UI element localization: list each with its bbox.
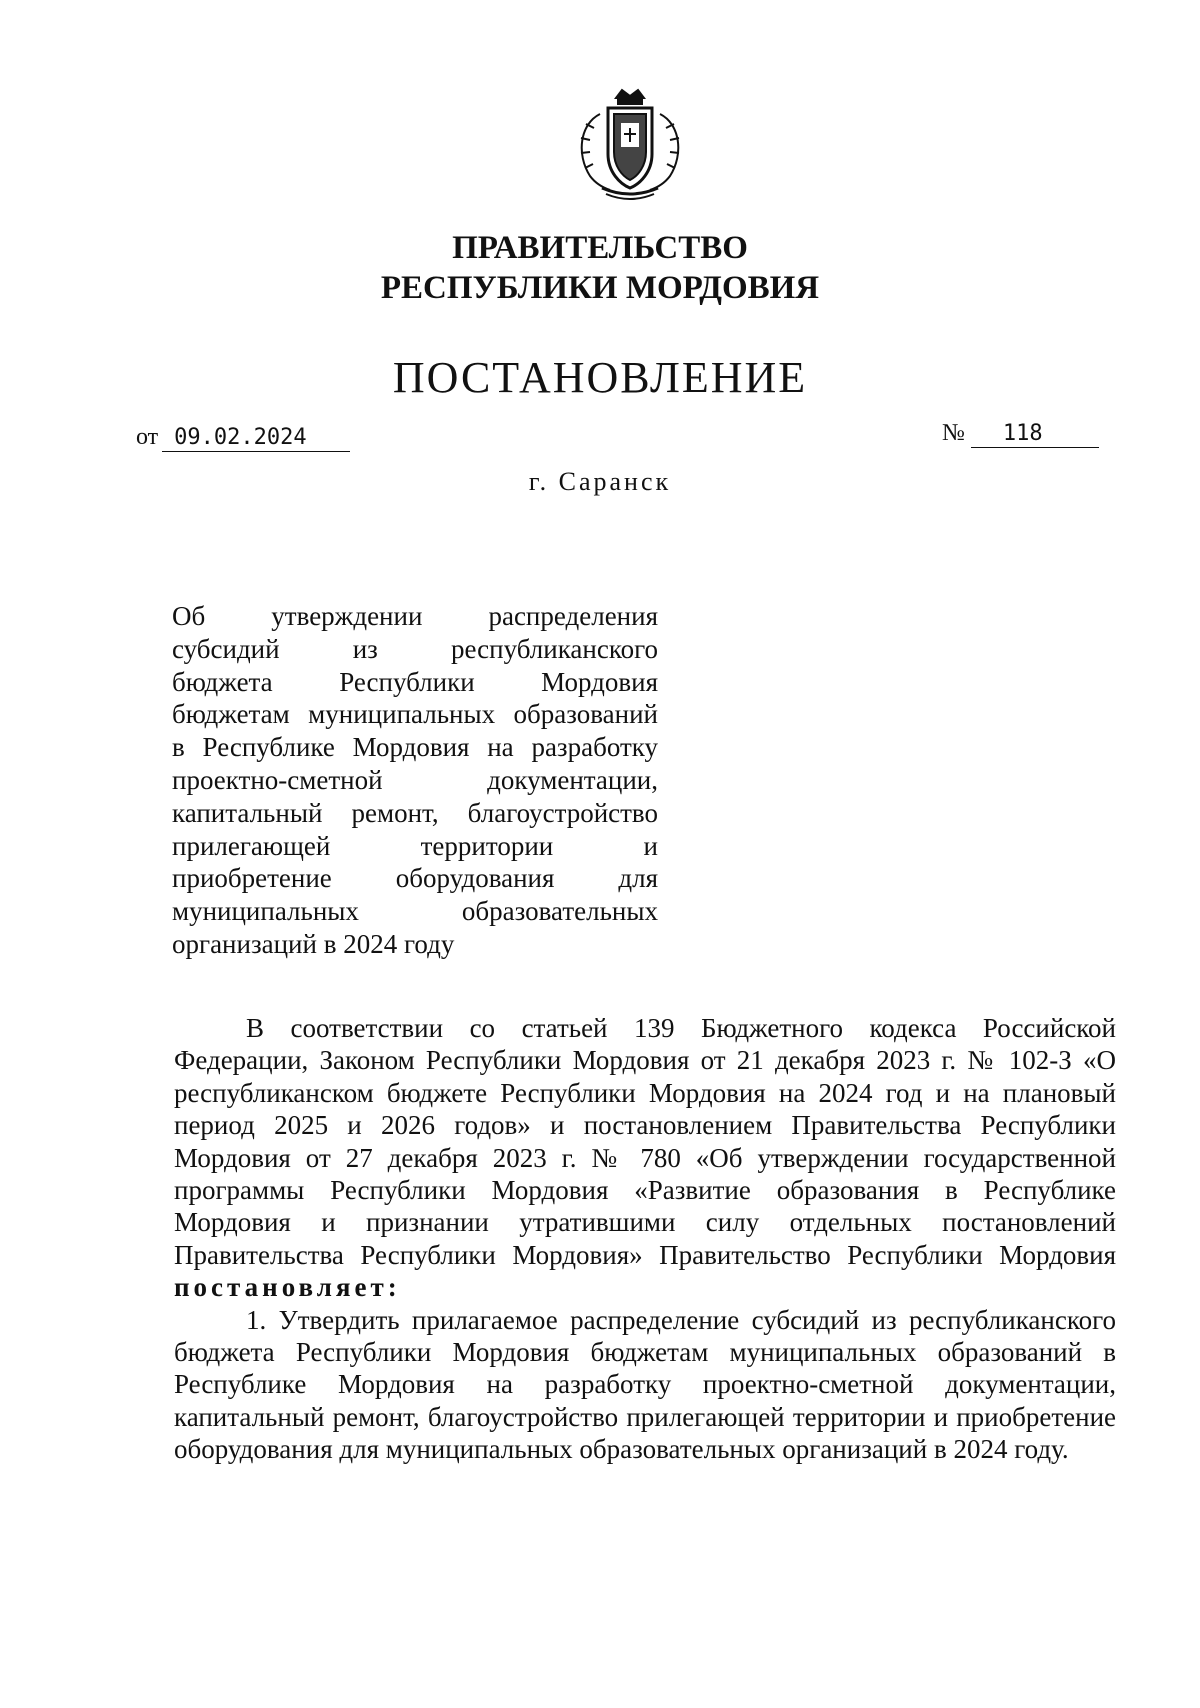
number-value: 118 <box>971 421 1099 448</box>
subject-line: в Республике Мордовия на разработку <box>172 732 658 763</box>
preamble-paragraph <box>174 1012 1116 1304</box>
date-label: от <box>136 424 159 450</box>
number-label: № <box>942 420 965 446</box>
coat-of-arms-icon <box>560 84 700 204</box>
subject-line: Об утверждении распределения <box>172 601 658 631</box>
document-subject <box>172 600 658 961</box>
date-value: 09.02.2024 <box>162 425 350 452</box>
subject-line: бюджета Республики Мордовия <box>172 666 658 697</box>
document-type: ПОСТАНОВЛЕНИЕ <box>392 353 808 402</box>
subject-line: субсидий из республиканского <box>172 633 658 664</box>
subject-line: муниципальных образовательных <box>172 896 658 927</box>
preamble-text: В соответствии со статьей 139 Бюджетного кодекса Российской Федерации, Законом Республики Мордовия от 21 декабря 2023 г. № 102-З «О республиканском бюджете Республики Мордовия на 2024 год и на плановый период 2025 и 2026 годов» и постановлением Правительства Республики Мордовия от 27 декабря 2023 г. № 780 «Об утверждении государственной программы Республики Мордовия «Развитие образования в Республике Мордовия и признании утратившими силу отдельных постановлений Правительства Республики Мордовия» Правительство Республики Мордовия <box>174 1013 1116 1270</box>
subject-line: организаций в 2024 году <box>172 928 455 959</box>
item-1-paragraph: 1. Утвердить прилагаемое распределение субсидий из республиканского бюджета Республики Мордовия бюджетам муниципальных образований в Республике Мордовия на разработку проектно-сметной документации, капитальный ремонт, благоустройство прилегающей территории и приобретение оборудования для муниципальных образовательных организаций в 2024 году. <box>174 1304 1116 1465</box>
subject-line: проектно-сметной документации, <box>172 764 658 795</box>
subject-line: прилегающей территории и <box>172 830 658 861</box>
document-number <box>942 418 1099 448</box>
org-name-line2: РЕСПУБЛИКИ МОРДОВИЯ <box>380 270 820 306</box>
org-name-line1: ПРАВИТЕЛЬСТВО <box>452 230 748 266</box>
document-body <box>174 1012 1116 1466</box>
decree-verb: постановляет: <box>174 1272 401 1303</box>
document-date <box>136 422 350 452</box>
subject-line: приобретение оборудования для <box>172 863 658 894</box>
subject-line: бюджетам муниципальных образований <box>172 699 658 730</box>
subject-line: капитальный ремонт, благоустройство <box>172 797 658 828</box>
city: г. Саранск <box>528 467 672 496</box>
